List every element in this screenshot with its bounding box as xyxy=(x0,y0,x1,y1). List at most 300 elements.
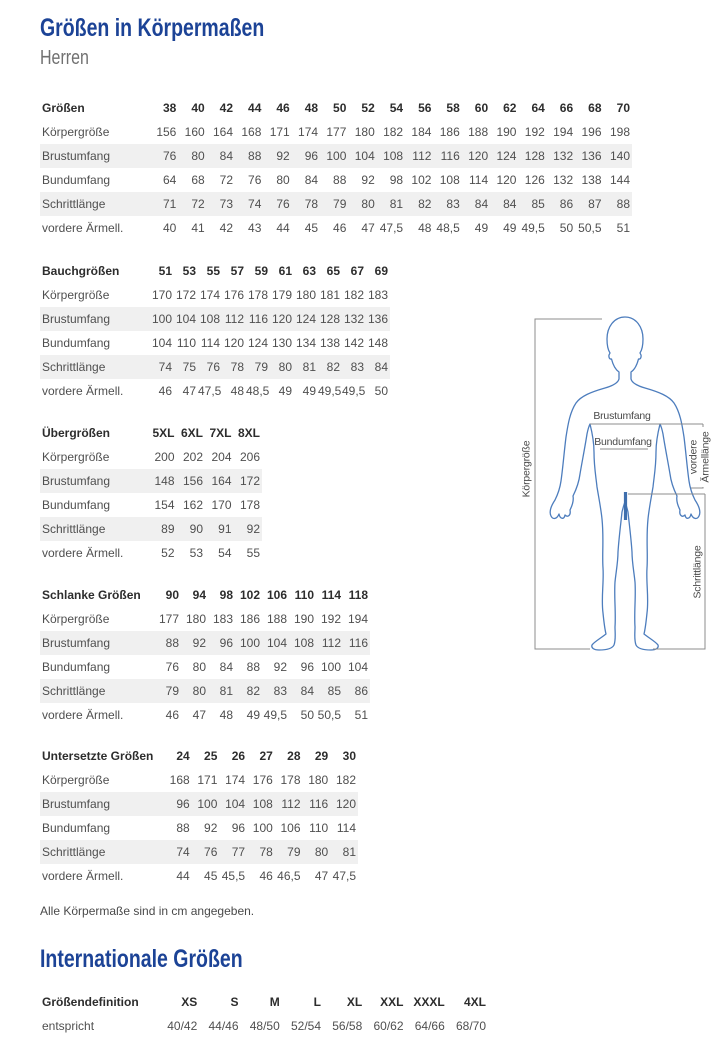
size-column-header: 90 xyxy=(165,588,179,602)
value-cell: 110 xyxy=(176,336,196,350)
size-column-header: 28 xyxy=(287,749,301,763)
value-cell: 186 xyxy=(239,612,260,626)
value-cell: 76 xyxy=(165,660,179,674)
sleeve-label-line1: vordere xyxy=(687,439,700,475)
table-title: Größen xyxy=(42,101,85,115)
row-label: vordere Ärmell. xyxy=(42,708,124,722)
size-column-header: 30 xyxy=(342,749,356,763)
value-cell: 56/58 xyxy=(332,1019,363,1033)
value-cell: 87 xyxy=(588,197,602,211)
value-cell: 116 xyxy=(440,149,460,163)
value-cell: 45 xyxy=(204,869,218,883)
size-column-header: M xyxy=(269,995,280,1009)
value-cell: 48,5 xyxy=(246,384,270,398)
size-column-header: 29 xyxy=(314,749,329,763)
value-cell: 128 xyxy=(319,312,340,326)
row-label: Bundumfang xyxy=(42,336,111,350)
value-cell: 46 xyxy=(158,384,172,398)
value-cell: 88 xyxy=(176,821,190,835)
value-cell: 78 xyxy=(259,845,273,859)
value-cell: 53 xyxy=(189,546,203,560)
value-cell: 136 xyxy=(581,149,602,163)
table-title: Schlanke Größen xyxy=(42,588,141,602)
value-cell: 154 xyxy=(154,498,175,512)
table-row xyxy=(40,168,632,192)
value-cell: 124 xyxy=(496,149,517,163)
value-cell: 114 xyxy=(468,173,489,187)
table-row xyxy=(40,792,358,816)
value-cell: 96 xyxy=(304,149,319,163)
value-cell: 108 xyxy=(439,173,460,187)
value-cell: 46 xyxy=(259,869,273,883)
value-cell: 142 xyxy=(343,336,364,350)
table-row xyxy=(40,864,358,888)
value-cell: 104 xyxy=(266,636,287,650)
value-cell: 46 xyxy=(165,708,179,722)
table-row xyxy=(40,379,390,403)
value-cell: 116 xyxy=(309,797,329,811)
value-cell: 108 xyxy=(252,797,273,811)
value-cell: 114 xyxy=(336,821,356,835)
table-header-row xyxy=(40,96,632,120)
table-row xyxy=(40,307,390,331)
row-label: Brustumfang xyxy=(42,636,111,650)
table-bergr-en xyxy=(40,421,262,565)
value-cell: 172 xyxy=(239,474,260,488)
table-row xyxy=(40,1014,488,1038)
value-cell: 88 xyxy=(246,660,260,674)
value-cell: 47,5 xyxy=(332,869,356,883)
value-cell: 174 xyxy=(199,288,220,302)
value-cell: 120 xyxy=(468,149,489,163)
size-column-header: 54 xyxy=(389,101,404,115)
value-cell: 132 xyxy=(343,312,364,326)
size-column-header: 46 xyxy=(276,101,290,115)
size-column-header: S xyxy=(230,995,239,1009)
value-cell: 47,5 xyxy=(198,384,222,398)
value-cell: 64/66 xyxy=(414,1019,445,1033)
value-cell: 73 xyxy=(219,197,234,211)
value-cell: 178 xyxy=(239,498,260,512)
value-cell: 136 xyxy=(367,312,388,326)
value-cell: 75 xyxy=(182,360,196,374)
row-label: Schrittlänge xyxy=(42,684,106,698)
size-column-header: 66 xyxy=(559,101,574,115)
size-column-header: 25 xyxy=(204,749,218,763)
size-column-header: 8XL xyxy=(237,426,260,440)
row-label: Körpergröße xyxy=(42,773,110,787)
row-label: Körpergröße xyxy=(42,612,110,626)
value-cell: 112 xyxy=(321,636,341,650)
value-cell: 102 xyxy=(411,173,432,187)
size-column-header: 106 xyxy=(266,588,287,602)
size-column-header: 6XL xyxy=(180,426,203,440)
size-column-header: XXXL xyxy=(413,995,445,1009)
value-cell: 172 xyxy=(175,288,196,302)
value-cell: 164 xyxy=(211,474,232,488)
value-cell: 128 xyxy=(524,149,545,163)
value-cell: 47 xyxy=(192,708,206,722)
table-row xyxy=(40,120,632,144)
value-cell: 44 xyxy=(176,869,190,883)
row-label: Brustumfang xyxy=(42,149,111,163)
table-row xyxy=(40,469,262,493)
value-cell: 188 xyxy=(266,612,287,626)
table-row xyxy=(40,816,358,840)
value-cell: 168 xyxy=(241,125,262,139)
value-cell: 96 xyxy=(231,821,246,835)
value-cell: 138 xyxy=(581,173,602,187)
value-cell: 50 xyxy=(559,221,574,235)
value-cell: 85 xyxy=(327,684,341,698)
size-column-header: XXL xyxy=(380,995,404,1009)
value-cell: 190 xyxy=(496,125,517,139)
value-cell: 49,5 xyxy=(263,708,287,722)
value-cell: 92 xyxy=(204,821,218,835)
value-cell: 104 xyxy=(347,660,368,674)
row-label: Brustumfang xyxy=(42,797,111,811)
value-cell: 104 xyxy=(151,336,172,350)
size-column-header: 52 xyxy=(361,101,375,115)
table-header-row xyxy=(40,990,488,1014)
table-schlanke-gr-en xyxy=(40,583,370,727)
value-cell: 180 xyxy=(295,288,316,302)
row-label: Schrittlänge xyxy=(42,522,106,536)
value-cell: 79 xyxy=(287,845,301,859)
value-cell: 83 xyxy=(350,360,364,374)
value-cell: 48/50 xyxy=(249,1019,280,1033)
row-label: Körpergröße xyxy=(42,288,110,302)
size-column-header: 94 xyxy=(192,588,206,602)
value-cell: 164 xyxy=(213,125,234,139)
value-cell: 80 xyxy=(192,684,206,698)
value-cell: 46,5 xyxy=(277,869,301,883)
value-cell: 76 xyxy=(162,149,177,163)
value-cell: 96 xyxy=(176,797,190,811)
value-cell: 44/46 xyxy=(208,1019,239,1033)
table-row xyxy=(40,493,262,517)
row-label: Schrittlänge xyxy=(42,360,106,374)
value-cell: 202 xyxy=(182,450,203,464)
value-cell: 183 xyxy=(212,612,233,626)
value-cell: 192 xyxy=(320,612,341,626)
size-column-header: 26 xyxy=(231,749,246,763)
value-cell: 170 xyxy=(151,288,172,302)
value-cell: 88 xyxy=(616,197,630,211)
value-cell: 104 xyxy=(225,797,246,811)
size-column-header: L xyxy=(313,995,321,1009)
value-cell: 171 xyxy=(269,125,290,139)
value-cell: 49,5 xyxy=(318,384,342,398)
table-title: Bauchgrößen xyxy=(42,264,120,278)
value-cell: 48,5 xyxy=(436,221,460,235)
value-cell: 120 xyxy=(223,336,244,350)
value-cell: 84 xyxy=(503,197,517,211)
value-cell: 50 xyxy=(374,384,388,398)
value-cell: 140 xyxy=(609,149,630,163)
table-row xyxy=(40,703,370,727)
value-cell: 72 xyxy=(191,197,205,211)
value-cell: 79 xyxy=(165,684,179,698)
size-column-header: 58 xyxy=(446,101,460,115)
value-cell: 84 xyxy=(304,173,319,187)
value-cell: 52/54 xyxy=(290,1019,321,1033)
value-cell: 120 xyxy=(271,312,292,326)
value-cell: 74 xyxy=(158,360,172,374)
value-cell: 47,5 xyxy=(379,221,404,235)
value-cell: 174 xyxy=(298,125,319,139)
value-cell: 100 xyxy=(252,821,273,835)
value-cell: 176 xyxy=(252,773,273,787)
value-cell: 84 xyxy=(300,684,314,698)
value-cell: 156 xyxy=(182,474,203,488)
table-untersetzte-gr-en xyxy=(40,744,358,888)
value-cell: 181 xyxy=(319,288,340,302)
row-label: Schrittlänge xyxy=(42,197,106,211)
row-label: Brustumfang xyxy=(42,312,111,326)
size-column-header: 4XL xyxy=(463,995,486,1009)
size-column-header: 70 xyxy=(616,101,630,115)
value-cell: 49 xyxy=(474,221,489,235)
size-column-header: 42 xyxy=(219,101,234,115)
value-cell: 64 xyxy=(162,173,177,187)
value-cell: 74 xyxy=(176,845,190,859)
row-label: Schrittlänge xyxy=(42,845,106,859)
value-cell: 120 xyxy=(335,797,356,811)
value-cell: 112 xyxy=(224,312,244,326)
value-cell: 54 xyxy=(218,546,232,560)
size-column-header: 61 xyxy=(278,264,292,278)
value-cell: 206 xyxy=(239,450,260,464)
table-header-row xyxy=(40,583,370,607)
value-cell: 49 xyxy=(278,384,292,398)
value-cell: 178 xyxy=(280,773,301,787)
value-cell: 204 xyxy=(211,450,232,464)
value-cell: 51 xyxy=(354,708,368,722)
value-cell: 183 xyxy=(367,288,388,302)
value-cell: 148 xyxy=(367,336,388,350)
size-column-header: 63 xyxy=(302,264,316,278)
value-cell: 96 xyxy=(300,660,314,674)
value-cell: 45,5 xyxy=(221,869,246,883)
table-header-row xyxy=(40,259,390,283)
value-cell: 82 xyxy=(246,684,260,698)
value-cell: 100 xyxy=(197,797,218,811)
value-cell: 106 xyxy=(280,821,301,835)
value-cell: 177 xyxy=(158,612,179,626)
value-cell: 124 xyxy=(295,312,316,326)
value-cell: 47 xyxy=(361,221,375,235)
table-header-row xyxy=(40,744,358,768)
size-column-header: 68 xyxy=(588,101,602,115)
size-column-header: 55 xyxy=(206,264,220,278)
value-cell: 120 xyxy=(496,173,517,187)
value-cell: 82 xyxy=(418,197,432,211)
value-cell: 134 xyxy=(295,336,316,350)
table-row xyxy=(40,840,358,864)
size-column-header: 51 xyxy=(158,264,172,278)
row-label: Bundumfang xyxy=(42,498,111,512)
value-cell: 104 xyxy=(175,312,196,326)
value-cell: 116 xyxy=(248,312,268,326)
value-cell: 176 xyxy=(223,288,244,302)
value-cell: 47 xyxy=(314,869,329,883)
waist-label: Bundumfang xyxy=(594,436,652,448)
table-row xyxy=(40,541,262,565)
table-row xyxy=(40,192,632,216)
international-sizes-heading: Internationale Größen xyxy=(40,945,243,973)
value-cell: 182 xyxy=(343,288,364,302)
value-cell: 81 xyxy=(302,360,316,374)
value-cell: 92 xyxy=(273,660,287,674)
table-gr-en xyxy=(40,96,632,240)
value-cell: 48 xyxy=(230,384,244,398)
table-row xyxy=(40,283,390,307)
row-label: Körpergröße xyxy=(42,125,110,139)
value-cell: 86 xyxy=(354,684,368,698)
value-cell: 138 xyxy=(319,336,340,350)
value-cell: 46 xyxy=(333,221,347,235)
value-cell: 49,5 xyxy=(342,384,366,398)
value-cell: 83 xyxy=(273,684,287,698)
table-title: Größendefinition xyxy=(42,995,139,1009)
value-cell: 184 xyxy=(411,125,432,139)
value-cell: 92 xyxy=(276,149,290,163)
size-column-header: 40 xyxy=(191,101,205,115)
value-cell: 88 xyxy=(165,636,179,650)
value-cell: 198 xyxy=(609,125,630,139)
value-cell: 74 xyxy=(248,197,262,211)
table-title: Übergrößen xyxy=(42,426,111,440)
value-cell: 180 xyxy=(308,773,329,787)
value-cell: 100 xyxy=(326,149,347,163)
value-cell: 177 xyxy=(326,125,347,139)
value-cell: 98 xyxy=(389,173,404,187)
value-cell: 130 xyxy=(271,336,292,350)
value-cell: 186 xyxy=(439,125,460,139)
value-cell: 48 xyxy=(219,708,233,722)
value-cell: 72 xyxy=(219,173,234,187)
value-cell: 182 xyxy=(383,125,404,139)
value-cell: 104 xyxy=(354,149,375,163)
value-cell: 178 xyxy=(247,288,268,302)
value-cell: 89 xyxy=(161,522,175,536)
size-column-header: 65 xyxy=(326,264,340,278)
value-cell: 112 xyxy=(281,797,301,811)
size-column-header: XL xyxy=(346,995,363,1009)
size-column-header: 38 xyxy=(162,101,177,115)
table-row xyxy=(40,655,370,679)
inseam-label: Schrittlänge xyxy=(691,545,704,599)
value-cell: 90 xyxy=(189,522,203,536)
value-cell: 60/62 xyxy=(373,1019,404,1033)
value-cell: 162 xyxy=(182,498,203,512)
value-cell: 132 xyxy=(553,173,574,187)
table-header-row xyxy=(40,421,262,445)
value-cell: 55 xyxy=(246,546,260,560)
value-cell: 96 xyxy=(219,636,233,650)
value-cell: 156 xyxy=(156,125,177,139)
value-cell: 48 xyxy=(418,221,432,235)
row-label: Bundumfang xyxy=(42,660,111,674)
table-row xyxy=(40,517,262,541)
units-note: Alle Körpermaße sind in cm angegeben. xyxy=(40,904,255,918)
value-cell: 80 xyxy=(276,173,290,187)
value-cell: 88 xyxy=(248,149,262,163)
size-column-header: 5XL xyxy=(152,426,175,440)
value-cell: 51 xyxy=(616,221,630,235)
value-cell: 112 xyxy=(412,149,432,163)
value-cell: 84 xyxy=(219,149,234,163)
size-column-header: 62 xyxy=(503,101,517,115)
value-cell: 83 xyxy=(446,197,460,211)
size-column-header: 59 xyxy=(254,264,268,278)
size-column-header: 48 xyxy=(304,101,319,115)
value-cell: 168 xyxy=(169,773,190,787)
value-cell: 148 xyxy=(154,474,175,488)
row-label: Bundumfang xyxy=(42,821,111,835)
value-cell: 81 xyxy=(389,197,404,211)
table-row xyxy=(40,631,370,655)
size-column-header: 60 xyxy=(474,101,489,115)
page-title: Größen in Körpermaßen xyxy=(40,14,265,42)
page-subtitle: Herren xyxy=(40,47,89,69)
size-column-header: 118 xyxy=(348,588,368,602)
value-cell: 78 xyxy=(304,197,319,211)
value-cell: 80 xyxy=(278,360,292,374)
value-cell: 50,5 xyxy=(578,221,602,235)
value-cell: 49 xyxy=(246,708,260,722)
value-cell: 114 xyxy=(200,336,220,350)
value-cell: 171 xyxy=(197,773,218,787)
value-cell: 84 xyxy=(474,197,489,211)
value-cell: 52 xyxy=(161,546,175,560)
table-row xyxy=(40,445,262,469)
value-cell: 80 xyxy=(192,660,206,674)
chest-label: Brustumfang xyxy=(593,410,651,422)
row-label: Körpergröße xyxy=(42,450,110,464)
value-cell: 50,5 xyxy=(317,708,341,722)
size-column-header: 102 xyxy=(239,588,260,602)
value-cell: 190 xyxy=(293,612,314,626)
value-cell: 179 xyxy=(271,288,292,302)
row-label: vordere Ärmell. xyxy=(42,221,124,235)
value-cell: 116 xyxy=(348,636,368,650)
size-column-header: 114 xyxy=(321,588,341,602)
value-cell: 108 xyxy=(383,149,404,163)
size-column-header: 64 xyxy=(531,101,545,115)
table-row xyxy=(40,679,370,703)
size-column-header: 69 xyxy=(374,264,388,278)
value-cell: 44 xyxy=(276,221,290,235)
size-column-header: 44 xyxy=(248,101,262,115)
value-cell: 76 xyxy=(204,845,218,859)
value-cell: 126 xyxy=(524,173,545,187)
value-cell: 196 xyxy=(581,125,602,139)
value-cell: 85 xyxy=(531,197,545,211)
value-cell: 41 xyxy=(191,221,205,235)
value-cell: 49 xyxy=(503,221,517,235)
value-cell: 84 xyxy=(374,360,388,374)
size-column-header: XS xyxy=(181,995,198,1009)
body-outline-figure xyxy=(550,317,700,650)
value-cell: 91 xyxy=(218,522,232,536)
table-gr-endefinition xyxy=(40,990,488,1038)
value-cell: 43 xyxy=(248,221,262,235)
value-cell: 79 xyxy=(333,197,347,211)
value-cell: 71 xyxy=(162,197,177,211)
row-label: Brustumfang xyxy=(42,474,111,488)
